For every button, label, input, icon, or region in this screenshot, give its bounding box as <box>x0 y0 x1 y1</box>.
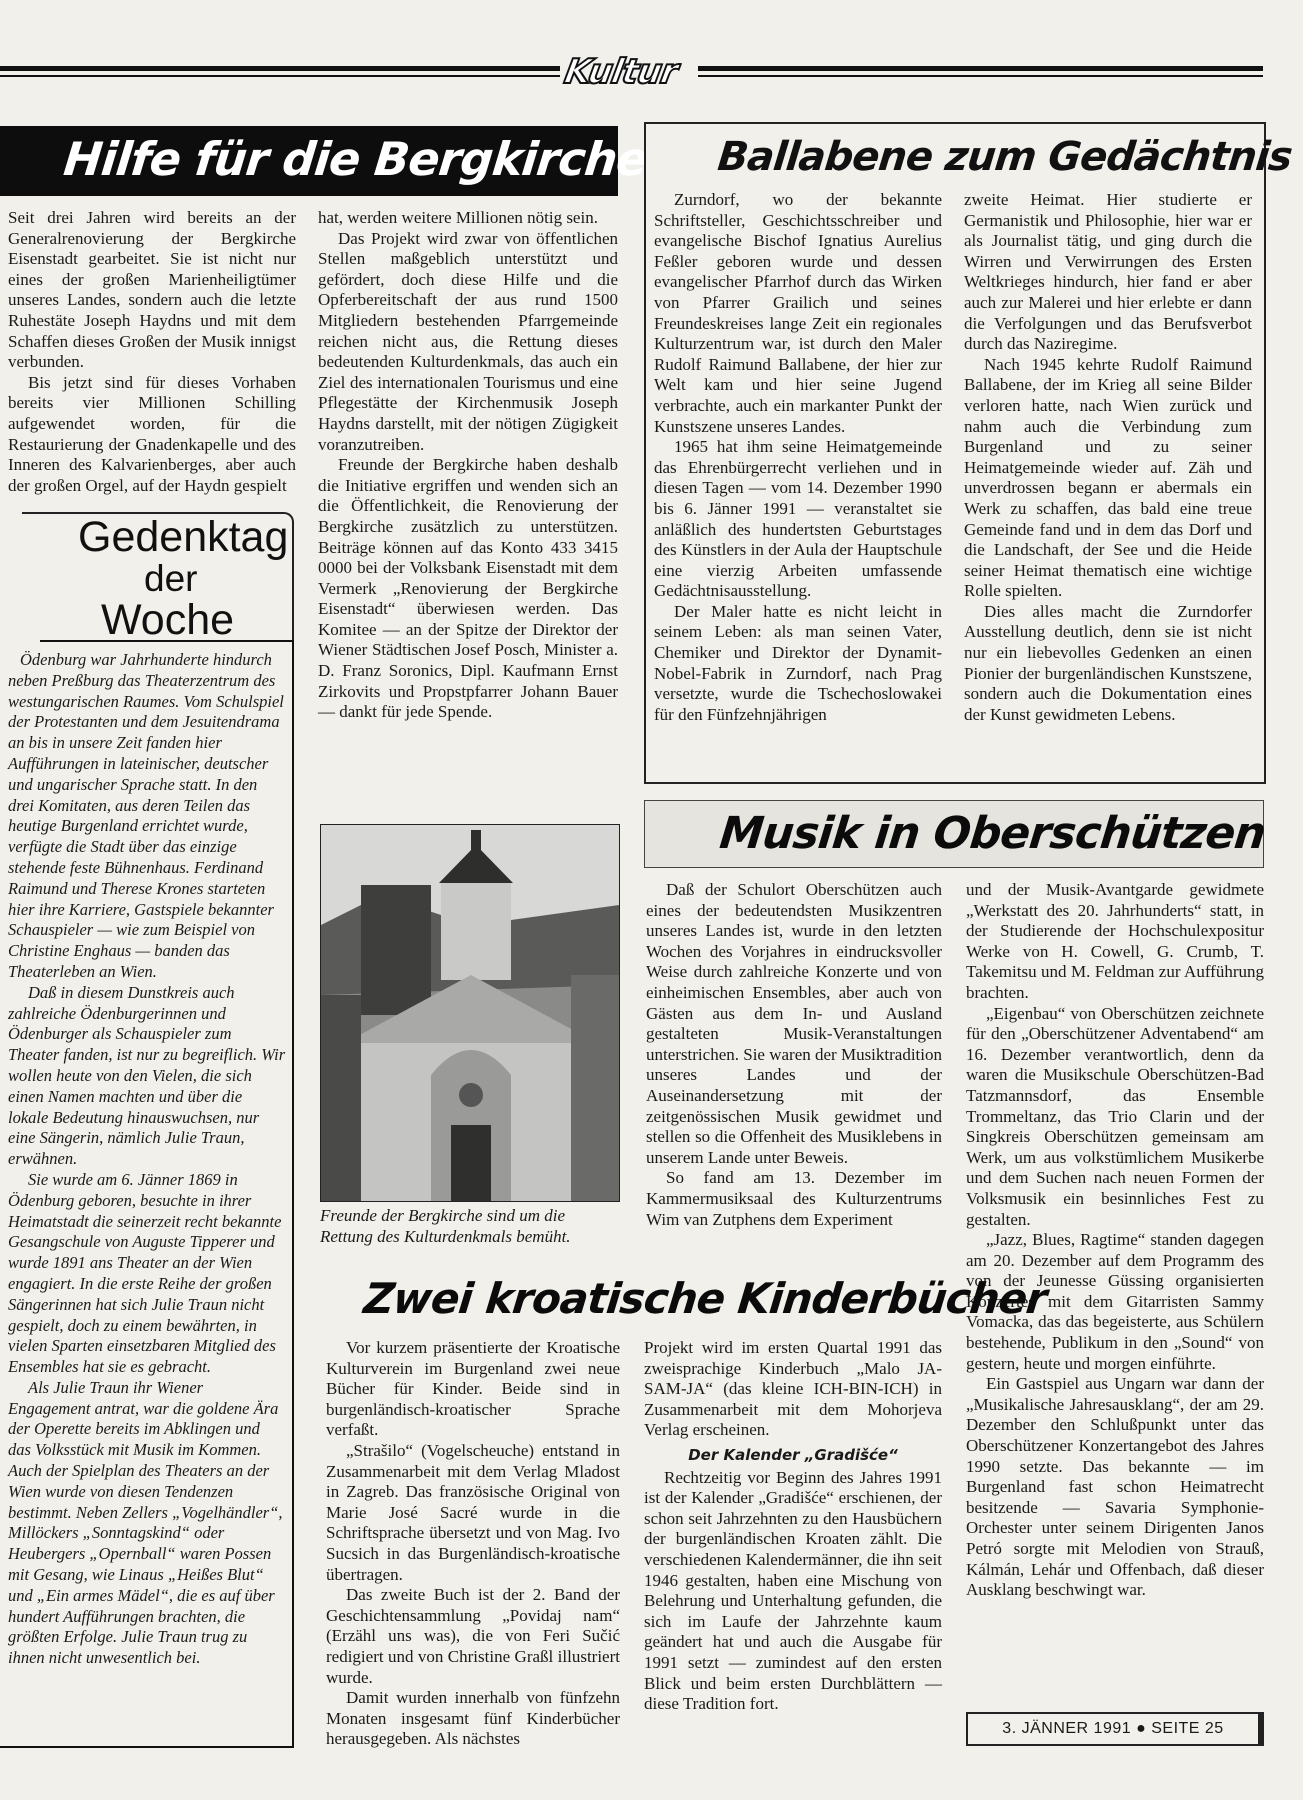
gedenktag-para: Daß in diesem Dunstkreis auch zahlreiche Ödenburgerinnen und Ödenburger als Schauspieler zum Theater fanden, ist nur zu begreiflich. Wir wollen heute von den Vielen, die sich einen Namen machten und über die lokale Bedeutung hinauswuchsen, nur eine Sängerin, nämlich Julie Traun, erwähnen. <box>8 982 286 1169</box>
gedenktag-text <box>8 650 286 1669</box>
article2-para: Nach 1945 kehrte Rudolf Raimund Ballabene, der im Krieg all seine Bilder verloren hatte, nach Wien zurück und nahm auch die Verbindung zum Burgenland und zu seiner Heimatgemeinde wieder auf. Zäh und unverdrossen begann er abermals ein Werk zu schaffen, das bald eine treue Gemeinde fand und in dem das Dorf und die Landschaft, der See und die Heide seiner Heimat thematisch eine wichtige Rolle spielten. <box>964 354 1252 601</box>
gedenktag-line2: der <box>144 558 198 599</box>
header-rule-right-thin <box>698 75 1263 77</box>
gedenktag-line1: Gedenktag <box>78 513 289 561</box>
article1-title: Hilfe für die Bergkirche <box>61 132 650 186</box>
footer-page: SEITE 25 <box>1151 1720 1224 1737</box>
gedenktag-line3: Woche <box>101 596 235 644</box>
article2-para: 1965 hat ihm seine Heimatgemeinde das Ehrenbürgerrecht verliehen und in diesen Tagen — vom 14. Dezember 1990 bis 6. Jänner 1991 — veranstaltet sie anläßlich des hundertsten Geburtstages des Künstlers in der Aula der Hauptschule eine vierzig Arbeiten umfassende Gedächtnisausstellung. <box>654 437 942 601</box>
footer-bullet: ● <box>1136 1720 1147 1737</box>
article4-col2 <box>644 1338 942 1715</box>
article2-col2 <box>964 190 1252 725</box>
article4-title: Zwei kroatische Kinderbücher <box>361 1274 1049 1323</box>
photo-caption: Freunde der Bergkirche sind um die Rettung des Kulturdenkmals bemüht. <box>320 1206 571 1246</box>
article2-para: zweite Heimat. Hier studierte er Germanistik und Philosophie, hier war er als Journalist tätig, und ging durch die Wirren und Verwirrungen des Ersten Weltkrieges hindurch, hier fand er aber auch zur Malerei und hier erlebte er dann die Verfolgungen und das Berufsverbot durch das Naziregime. <box>964 190 1252 354</box>
gedenktag-para: Ödenburg war Jahrhunderte hindurch neben Preßburg das Theaterzentrum des westungarischen Raumes. Vom Schulspiel der Protestanten und dem Jesuitendrama an bis in unsere Zeit fanden hier Aufführungen in lateinischer, deutscher und ungarischer Sprache statt. In den drei Komitaten, aus deren Teilen das heutige Burgenland errichtet wurde, verfügte die Stadt über das einzige stehende feste Bühnenhaus. Ferdinand Raimund und Therese Krones starteten hier ihre Karriere, Gastspiele bekannter Schauspieler — wie zum Beispiel von Christine Enghaus — banden das Theaterleben an Wien. <box>8 650 284 981</box>
gedenktag-para: Als Julie Traun ihr Wiener Engagement antrat, war die goldene Ära der Operette bereits im Abklingen und das Volksstück mit Musik im Kommen. Auch der Spielplan des Theaters an der Wien wurde von diesen Tendenzen bestimmt. Neben Zellers „Vogelhändler“, Millöckers „Sonntagskind“ oder Heubergers „Opernball“ waren Possen mit Gesang, wie Linaus „Heißes Blut“ und „Ein armes Mädel“, die es auf über hundert Aufführungen brachten, die größten Erfolge. Julie Traun trug zu ihnen nicht unwesentlich bei. <box>8 1377 283 1668</box>
article1-para: Das Projekt wird zwar von öffentlichen Stellen maßgeblich unterstützt und gefördert, doch diese Hilfe und die Opferbereitschaft der aus rund 1500 Mitgliedern bestehenden Pfarrgemeinde reichen nicht aus, die Rettung dieses bedeutenden Kulturdenkmals, das auch ein Ziel des internationalen Tourismus und eine Pflegestätte der Kirchenmusik Joseph Haydns darstellt, mit der nötigen Zügigkeit voranzutreiben. <box>318 228 618 454</box>
article3-para: „Eigenbau“ von Oberschützen zeichnete für den „Oberschützener Adventabend“ am 16. Dezember verantwortlich, denn da waren die Musikschule Oberschützen-Bad Tatzmannsdorf, das Ensemble Trommeltanz, das Trio Clarin und der Singkreis Oberschützen gemeinsam am Werk, um aus volkstümlichem Musikerbe und dem Suchen nach neuen Formen der Volksmusik ein besinnliches Fest zu gestalten. <box>966 1003 1264 1229</box>
header-rule-left-thin <box>0 75 560 77</box>
article3-para: „Jazz, Blues, Ragtime“ standen dagegen am 20. Dezember auf dem Programm des von der Jeunesse Güssing organisierten Konzertes mit dem Gitarristen Sammy Vomacka, das das begeisterte, aus Schülern bestehende, Publikum in den „Sound“ von gestern, heute und morgen einführte. <box>966 1230 1264 1373</box>
article1-col1 <box>8 208 296 496</box>
gedenktag-bottom-rule <box>0 1746 294 1748</box>
article1-para: Freunde der Bergkirche haben deshalb die Initiative ergriffen und wenden sich an die Öffentlichkeit, die Renovierung der Bergkirche zusätzlich zu unterstützen. Beiträge können auf das Konto 433 3415 0000 bei der Volksbank Eisenstadt mit dem Vermerk „Renovierung der Bergkirche Eisenstadt“ überwiesen werden. Das Komitee — an der Spitze der Direktor der Wiener Städtischen Josef Posch, Minister a. D. Franz Soronics, Dipl. Kaufmann Ernst Zirkovits und Propstpfarrer Johann Bauer — dankt für jede Spende. <box>318 455 618 722</box>
article3-para: und der Musik-Avantgarde gewidmete „Werkstatt des 20. Jahrhunderts“ statt, in der Studierende der Hochschulexpositur Werke von H. Cowell, G. Crumb, T. Takemitsu und M. Feldman zur Aufführung brachten. <box>966 880 1264 1002</box>
article4-subhead: Der Kalender „Gradišće“ <box>688 1445 898 1464</box>
section-logo-text: Kultur <box>561 52 681 92</box>
article3-para: Ein Gastspiel aus Ungarn war dann der „Musikalische Jahresausklang“, der am 29. Dezember den Schlußpunkt unter das Oberschützener Konzertangebot des Jahres 1990 setzte. Das bekannte — im Burgenland fast schon Heimatrecht besitzende — Savaria Symphonie-Orchester unter seinem Dirigenten Janos Petró sorgte mit Melodien von Strauß, Kálmán, Lehár und Offenbach, daß dieser Ausklang beschwingt war. <box>966 1374 1264 1600</box>
article4-para: Projekt wird im ersten Quartal 1991 das zweisprachige Kinderbuch „Malo JA-SAM-JA“ (das kleine ICH-BIN-ICH) in Zusammenarbeit mit dem Mohorjeva Verlag erscheinen. <box>644 1338 942 1440</box>
gedenktag-para: Sie wurde am 6. Jänner 1869 in Ödenburg geboren, besuchte in ihrer Heimatstadt die seinerzeit recht bekannte Gesangschule von Auguste Tipperer und wurde 1891 ans Theater an der Wien engagiert. In die erste Reihe der großen Sängerinnen hat sich Julie Traun nicht gespielt, doch zu einem bewährten, in vielen Sparten einsetzbaren Mitglied des Ensembles hat sie es gebracht. <box>8 1169 282 1377</box>
article3-col2 <box>966 880 1264 1601</box>
section-logo <box>561 52 695 96</box>
article3-col1 <box>646 880 942 1230</box>
church-photo <box>320 824 620 1202</box>
church-photo-illustration <box>321 825 619 1201</box>
header-rule-left <box>0 66 560 71</box>
article3-title: Musik in Oberschützen <box>717 808 1268 859</box>
article1-col2 <box>318 208 618 723</box>
article1-para: hat, werden weitere Millionen nötig sein. <box>318 208 598 227</box>
footer-date: 3. JÄNNER 1991 <box>1002 1720 1132 1737</box>
article2-para: Dies alles macht die Zurndorfer Ausstellung deutlich, denn sie ist nicht nur ein liebevolles Gedenken an einen Pionier der burgenländischen Kunstszene, sondern auch die Dokumentation eines der Kunst gewidmeten Lebens. <box>964 601 1252 724</box>
article2-col1 <box>654 190 942 725</box>
article3-para: So fand am 13. Dezember im Kammermusiksaal des Kulturzentrums Wim van Zutphens dem Experiment <box>646 1168 942 1229</box>
header-rule-right <box>698 66 1263 71</box>
article4-para: Damit wurden innerhalb von fünfzehn Monaten insgesamt fünf Kinderbücher herausgegeben. Als nächstes <box>326 1688 620 1749</box>
gedenktag-side-rule <box>292 640 294 1748</box>
article2-para: Zurndorf, wo der bekannte Schriftsteller, Geschichtsschreiber und evangelische Bischof Ignatius Aurelius Feßler geboren wurde und dessen evangelischer Pfarrhof durch das Wirken von Pfarrer Grailich und seines Freundeskreises lange Zeit ein regionales Kulturzentrum war, ist durch den Maler Rudolf Raimund Ballabene, der hier zur Welt kam und hier seine Jugend verbrachte, auch ein markanter Punkt der Kunstszene unseres Landes. <box>654 190 942 436</box>
article4-para: Vor kurzem präsentierte der Kroatische Kulturverein im Burgenland zwei neue Bücher für Kinder. Beide sind in burgenländisch-kroatischer Sprache verfaßt. <box>326 1338 620 1440</box>
article2-para: Der Maler hatte es nicht leicht in seinem Leben: als man seinen Vater, Chemiker und Direktor der Dynamit-Nobel-Fabrik in Zurndorf, nach Prag versetzte, wurde die Tschechoslowakei für den Fünfzehnjährigen <box>654 601 942 724</box>
article4-para: „Strašilo“ (Vogelscheuche) entstand in Zusammenarbeit mit dem Verlag Mladost in Zagreb. Das französische Original von Marie José Sacré wurde in die Schriftsprache übersetzt und von Mag. Ivo Sucsich in das Burgenländisch-kroatische übertragen. <box>326 1440 620 1584</box>
article4-para: Rechtzeitig vor Beginn des Jahres 1991 ist der Kalender „Gradišće“ erschienen, der schon seit Jahrzehnten zu den Hausbüchern der burgenländischen Kroaten zählt. Die verschiedenen Kalendermänner, die ihn seit 1946 gestalten, haben eine Mischung von Belehrung und Unterhaltung gefunden, die sich im Laufe der Jahrzehnte kaum geändert hat und auch die Ausgabe für 1991 setzt — zumindest auf den ersten Blick und beim ersten Durchblättern — diese Tradition fort. <box>644 1467 942 1714</box>
page-footer <box>966 1712 1264 1746</box>
article3-para: Daß der Schulort Oberschützen auch eines der bedeutendsten Musikzentren unseres Landes ist, wurde in den letzten Wochen des Vorjahres in eindrucksvoller Weise durch zahlreiche Konzerte und von einheimischen Ensembles, aber auch von Gästen aus dem In- und Ausland gestalteten Musik-Veranstaltungen unterstrichen. Sie waren der Musiktradition unseres Landes und der Auseinandersetzung mit der zeitgenössischen Musik gewidmet und stellen so die Offenheit des Musiklebens in unserem Lande unter Beweis. <box>646 880 943 1167</box>
article4-col1 <box>326 1338 620 1750</box>
article1-para: Seit drei Jahren wird bereits an der Generalrenovierung der Bergkirche Eisenstadt gearbeitet. Sie ist nicht nur eines der großen Marienheiligtümer unseres Landes, sondern auch die letzte Ruhestäte Joseph Haydns und mit dem Schaffen dieses Großen der Musik innigst verbunden. <box>8 208 296 372</box>
article1-para: Bis jetzt sind für dieses Vorhaben bereits vier Millionen Schilling aufgewendet worden, für die Restaurierung der Gnadenkapelle und des Inneren des Kalvarienberges, aber auch der großen Orgel, auf der Haydn gespielt <box>8 372 296 495</box>
article4-para: Das zweite Buch ist der 2. Band der Geschichtensammlung „Povidaj nam“ (Erzähl uns was), die von Feri Sučić redigiert und von Christine Graßl illustriert wurde. <box>326 1585 620 1687</box>
article2-title: Ballabene zum Gedächtnis <box>715 134 1294 180</box>
